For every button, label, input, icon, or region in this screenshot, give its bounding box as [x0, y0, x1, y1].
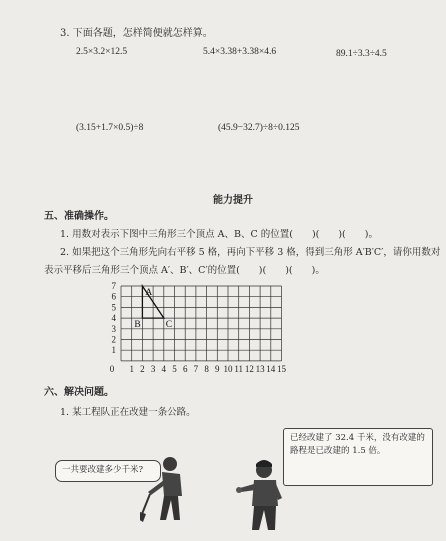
calc-problem-5: (45.9−32.7)÷8÷0.125 [218, 123, 300, 133]
x-tick-label: 5 [172, 363, 177, 374]
y-tick-label: 3 [111, 323, 116, 334]
y-tick-label: 6 [111, 291, 116, 302]
speech-bubble-left: 一共要改建多少千米? [55, 460, 161, 482]
x-tick-label: 10 [223, 363, 233, 374]
speech-bubble-right: 已经改建了 32.4 千米，没有改建的路程是已改建的 1.5 倍。 [283, 428, 433, 486]
calc-problem-2: 5.4×3.38+3.38×4.6 [203, 47, 277, 57]
calc-problem-4: (3.15+1.7×0.5)÷8 [76, 123, 144, 133]
x-tick-label: 6 [182, 363, 188, 374]
x-tick-label: 9 [215, 363, 220, 374]
x-tick-label: 1 [129, 363, 134, 374]
x-tick-label: 12 [244, 363, 254, 374]
vertex-label-a: A [145, 288, 153, 298]
section6-question-1: 1. 某工程队正在改建一条公路。 [60, 407, 196, 418]
section5-title: 五、准确操作。 [44, 211, 114, 222]
engineer-figure-illustration [232, 458, 292, 533]
x-tick-label: 11 [234, 363, 244, 374]
x-tick-label: 3 [150, 363, 156, 374]
x-tick-label: 14 [266, 363, 276, 374]
grid-svg [103, 282, 290, 377]
y-tick-label: 5 [111, 302, 116, 313]
x-tick-label: 2 [140, 363, 145, 374]
vertex-label-b: B [134, 320, 141, 331]
section5-question-2-line1: 2. 如果把这个三角形先向右平移 5 格，再向下平移 3 格，得到三角形 A′B′C′，请你用数对 [60, 247, 441, 258]
worker-with-shovel-illustration [140, 452, 200, 524]
x-tick-label: 4 [161, 363, 167, 374]
x-tick-label: 15 [277, 363, 286, 374]
x-tick-label: 7 [193, 363, 199, 374]
section5-question-1: 1. 用数对表示下图中三角形三个顶点 A、B、C 的位置( )( )( )。 [60, 229, 378, 240]
vertex-label-c: C [165, 320, 173, 331]
y-tick-label: 7 [111, 282, 116, 291]
x-tick-label: 0 [109, 363, 115, 374]
section5-question-2-line2: 表示平移后三角形三个顶点 A′、B′、C′的位置( )( )( )。 [44, 265, 325, 276]
section3-heading: 3. 下面各题，怎样简便就怎样算。 [60, 28, 213, 39]
y-tick-label: 2 [111, 334, 116, 345]
y-tick-label: 4 [111, 313, 116, 324]
y-tick-label: 1 [111, 345, 116, 356]
ability-title: 能力提升 [213, 195, 253, 206]
calc-problem-3: 89.1÷3.3÷4.5 [336, 49, 387, 59]
calc-problem-1: 2.5×3.2×12.5 [76, 47, 128, 57]
section6-title: 六、解决问题。 [44, 387, 114, 398]
x-tick-label: 8 [204, 363, 209, 374]
x-tick-label: 13 [255, 363, 265, 374]
coordinate-grid [103, 282, 290, 380]
